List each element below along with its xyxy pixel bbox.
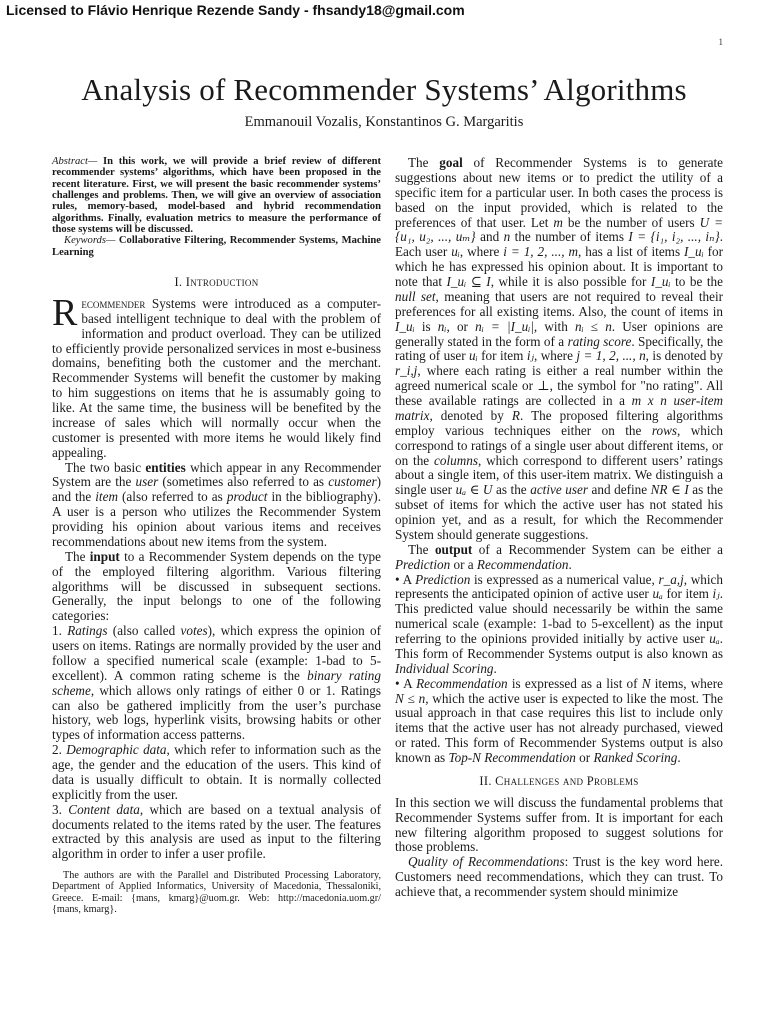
- goal-paragraph: The goal of Recommender Systems is to generate suggestions about new items or to predict the utility of a specific item for a particular user. In both cases the process is based on the input provided, which is related to the preferences of that user. Let m be the number of users U = {u₁, u₂, ..., uₘ} and n the number of items I = {i₁, i₂, ..., iₙ}. Each user uᵢ, where i = 1, 2, ..., m, has a list of items I_uᵢ for which he has expressed his opinion about. It is important to note that I_uᵢ ⊆ I, while it is also possible for I_uᵢ to be the null set, meaning that users are not required to reveal their preferences for all existing items. Also, the count of items in I_uᵢ is nᵢ, or nᵢ = |I_uᵢ|, with nᵢ ≤ n. User opinions are generally stated in the form of a rating score. Specifically, the rating of user uᵢ for item iⱼ, where j = 1, 2, ..., n, is denoted by r_i,j, where each rating is either a real number within the agreed numerical scale or ⊥, the symbol for "no rating". All these available ratings are collected in a m x n user-item matrix, denoted by R. The proposed filtering algorithms employ various techniques either on the rows, which correspond to ratings of a single user about different items, or on the columns, which correspond to different users’ ratings about a single item, of this user-item matrix. We distinguish a single user uₐ ∈ U as the active user and define NR ∈ I as the subset of items for which the active user has not stated his opinion yet, and as a result, for which the Recommender System should generate suggestions.: [395, 155, 724, 542]
- paper-title: Analysis of Recommender Systems’ Algorithms: [81, 72, 687, 107]
- output-paragraph: The output of a Recommender System can be either a Prediction or a Recommendation.: [395, 541, 723, 572]
- drop-cap: R: [52, 291, 78, 334]
- abstract: [52, 156, 381, 235]
- intro-paragraph-2: The two basic entities which appear in any Recommender System are the user (sometimes also referred to as customer) and the item (also referred to as product in the bibliography). A user is a person who utilizes the Recommender System providing his opinion about various items and receives recommendations about new items from the system.: [52, 459, 381, 549]
- intro-paragraph-3: The input to a Recommender System depends on the type of the employed filtering algorithm. Various filtering algorithms will be discussed in subsequent sections. Generally, the input belongs to one of the following categories:: [52, 548, 381, 624]
- output-bullet-prediction: • A Prediction is expressed as a numerical value, r_a,j, which represents the anticipated opinion of active user uₐ for item iⱼ. This predicted value should necessarily be within the same numerical scale (example: 1-bad to 5-excellent) as the input referring to the opinions provided initially by active user uₐ. This form of Recommender Systems output is also known as Individual Scoring.: [395, 571, 724, 676]
- input-list-item-demographic: 2. Demographic data, which refer to information such as the age, the gender and the education of the users. This kind of data is usually difficult to obtain. It is normally collected explicitly from the user.: [52, 742, 381, 802]
- input-list-item-ratings: 1. Ratings (also called votes), which express the opinion of users on items. Ratings are normally provided by the user and follow a specified numerical scale (example: 1-bad to 5-excellent). A common rating scheme is the binary rating scheme, which allows only ratings of either 0 or 1. Ratings can also be gathered implicitly from the user’s purchase history, web logs, hyperlink visits, browsing habits or other types of information access patterns.: [52, 623, 382, 743]
- intro-paragraph-1: Recommender Systems were introduced as a computer-based intelligent technique to deal with the problem of information and product overload. They can be utilized to efficiently provide personalized services in most e-business domains, benefiting both the customer and the merchant. Recommender Systems will benefit the customer by making to him suggestions on items that he is assumably going to like. At the same time, the business will be benefited by the increase of sales which will normally occur when the customer is presented with more items he would likely find appealing.: [52, 291, 381, 460]
- author-footnote: The authors are with the Parallel and Distributed Processing Laboratory, Department of Applied Informatics, University of Macedonia, Thessaloniki, Greece. E-mail: {mans, kmarg}@uom.gr. Web: http://macedonia.uom.gr/ {mans, kmarg}.: [52, 870, 381, 915]
- input-list-item-content: 3. Content data, which are based on a textual analysis of documents related to the items rated by the user. The features extracted by this analysis are used as input to the filtering algorithm in order to infer a user profile.: [52, 801, 381, 862]
- license-watermark: Licensed to Flávio Henrique Rezende Sandy - fhsandy18@gmail.com: [6, 2, 465, 18]
- paper-authors: Emmanouil Vozalis, Konstantinos G. Margaritis: [244, 114, 524, 130]
- right-column: [395, 156, 723, 900]
- keywords: [52, 235, 381, 258]
- abstract-label: Abstract—: [52, 156, 98, 167]
- challenges-paragraph: In this section we will discuss the fundamental problems that Recommender Systems suffer from. It is important for each new filtering algorithm proposed to suggest solutions for those problems.: [395, 794, 723, 855]
- keywords-text: Collaborative Filtering, Recommender Systems, Machine Learning: [52, 235, 381, 258]
- left-column: [52, 156, 381, 915]
- section-heading-introduction: I. Introduction: [174, 275, 259, 290]
- abstract-text: In this work, we will provide a brief review of different recommender systems’ algorithms, which have been proposed in the recent literature. First, we will present the basic recommender systems’ challenges and problems. Then, we will give an overview of association rules, memory-based, model-based and hybrid recommendation algorithms. Finally, evaluation metrics to measure the performance of those systems will be discussed.: [52, 156, 381, 236]
- section-heading-challenges: II. Challenges and Problems: [479, 773, 639, 788]
- output-bullet-recommendation: • A Recommendation is expressed as a list of N items, where N ≤ n, which the active user is expected to like the most. The usual approach in that case requires this list to include only items that the active user has not already purchased, viewed or rated. This form of Recommender Systems output is also known as Top-N Recommendation or Ranked Scoring.: [395, 675, 723, 765]
- page-number: 1: [718, 37, 723, 47]
- quality-paragraph: Quality of Recommendations: Trust is the key word here. Customers need recommendations, which they can trust. To achieve that, a recommender system should minimize: [395, 854, 724, 899]
- keywords-label: Keywords—: [64, 235, 116, 247]
